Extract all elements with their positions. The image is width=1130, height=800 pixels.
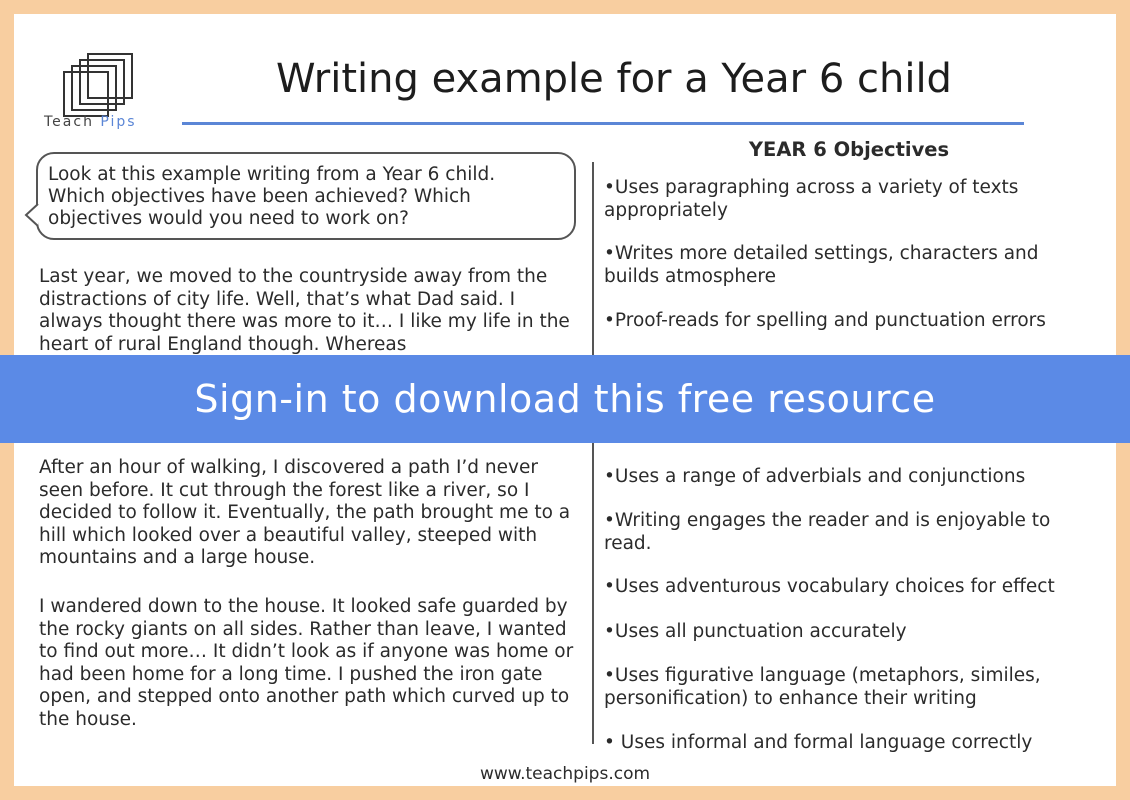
bubble-tail-icon	[24, 202, 40, 228]
sign-in-download-banner[interactable]: Sign-in to download this free resource	[0, 355, 1130, 443]
prompt-text: Look at this example writing from a Year 6 child. Which objectives have been achieved? Which objectives would you need to work on?	[48, 164, 496, 229]
story-paragraph-3: I wandered down to the house. It looked safe guarded by the rocky giants on all sides. Rather than leave, I wanted to find out more… It didn’t look as if anyone was home or had been home for a long time. I pushed the iron gate open, and stepped onto another path which curved up to the house.	[39, 596, 574, 730]
objective-item: •Uses a range of adverbials and conjunctions	[604, 466, 1026, 487]
objectives-heading: YEAR 6 Objectives	[748, 138, 950, 161]
page-title: Writing example for a Year 6 child	[276, 56, 952, 102]
brand-name	[44, 114, 137, 130]
footer-url[interactable]: www.teachpips.com	[479, 764, 651, 784]
objective-item: •Uses figurative language (metaphors, similes, personification) to enhance their writing	[604, 665, 1041, 709]
objective-item: •Writes more detailed settings, characters and builds atmosphere	[604, 243, 1039, 287]
objective-item: •Proof-reads for spelling and punctuation errors	[604, 310, 1046, 331]
story-paragraph-2: After an hour of walking, I discovered a path I’d never seen before. It cut through the forest like a river, so I decided to follow it. Eventually, the path brought me to a hill which looked over a beautiful valley, steeped with mountains and a large house.	[39, 457, 571, 568]
teachpips-logo-icon	[60, 50, 146, 120]
objective-item: • Uses informal and formal language correctly	[604, 732, 1033, 753]
column-divider	[592, 162, 594, 744]
objective-item: •Uses adventurous vocabulary choices for effect	[604, 576, 1055, 597]
objective-item: •Writing engages the reader and is enjoyable to read.	[604, 510, 1051, 554]
brand-text: Teach	[44, 114, 94, 130]
objective-item: •Uses paragraphing across a variety of texts appropriately	[604, 177, 1019, 221]
title-divider	[182, 122, 1024, 125]
story-paragraph-1: Last year, we moved to the countryside away from the distractions of city life. Well, that’s what Dad said. I always thought there was more to it… I like my life in the heart of rural England though. Whereas	[39, 266, 570, 355]
brand-accent: Pips	[100, 114, 137, 130]
objective-item: •Uses all punctuation accurately	[604, 621, 907, 642]
